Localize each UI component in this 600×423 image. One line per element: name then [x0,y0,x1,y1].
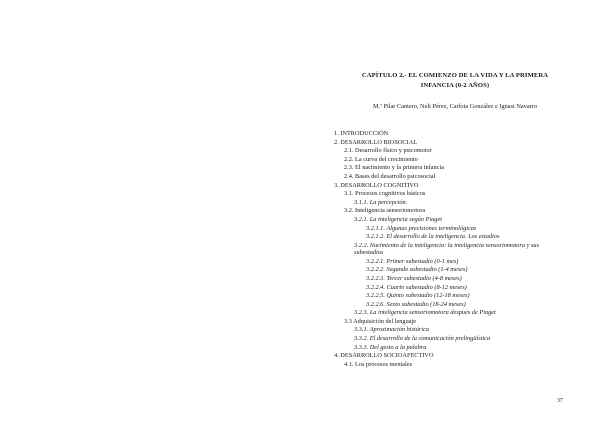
page-number: 37 [557,398,563,404]
authors-line: M.ª Pilar Cantero, Neli Pérez, Carlota González e Ignasi Navarro [373,103,537,110]
toc-entry: 3.3.3. Del gesto a la palabra [354,343,427,351]
toc-entry: 3.2.3. La inteligencia sensoriomotora después de Piaget [354,309,496,317]
toc-entry: 1. INTRODUCCIÓN [334,130,389,137]
chapter-title [335,71,575,90]
toc-entry: 3.2.2.3. Tercer subestadio (4-8 meses) [366,274,462,282]
toc-entry: 3.2.2.5. Quinto subestadio (12-18 meses) [366,292,470,300]
toc-entry: 2.3. El nacimiento y la primera infancia [344,164,445,172]
toc-entry: 3.2.1.2. El desarrollo de la inteligencia. Los estadios [366,233,500,241]
toc-entry: 2.4. Bases del desarrollo psicosocial [344,172,436,180]
toc-entry: 3.2.2.6. Sexto subestadio (18-24 meses) [366,300,466,308]
chapter-title-line-1: CAPÍTULO 2.- EL COMIENZO DE LA VIDA Y LA PRIMERA [361,72,549,79]
toc-entry: 3.1. Procesos cognitivos básicos [344,190,426,198]
toc-entry: 3.2. Inteligencia sensoriomotora [344,207,426,215]
toc-entry: 3.2.2.4. Cuarto subestadio (8-12 meses) [366,283,467,291]
toc-entry: 3.3.2. El desarrollo de la comunicación prelingüística [354,335,491,343]
toc-entry: 4.1. Los procesos mentales [344,360,413,368]
table-of-contents [334,130,569,369]
chapter-title-line-2: INFANCIA (0-2 AÑOS) [420,81,490,89]
toc-entry: 3.2.2. Nacimiento de la inteligencia: la inteligencia sensoriomotora y sus subestadios [354,241,540,257]
toc-entry: 2. DESARROLLO BIOSOCIAL [334,138,418,146]
toc-entry: 2.2. La curva del crecimiento [344,155,418,163]
toc-entry: 3.3 Adquisición del lenguaje [344,317,417,325]
toc-entry: 3.1.1. La percepción. [354,198,408,206]
toc-entry: 3.2.2.2. Segundo subestadio (1-4 meses) [366,266,468,274]
toc-entry: 3.2.2.1. Primer subestadio (0-1 mes) [366,257,459,265]
toc-entry: 3.3.1. Aproximación histórica [354,326,430,334]
toc-entry: 4. DESARROLLO SOCIOAFECTIVO [334,352,434,360]
toc-entry: 2.1. Desarrollo físico y psicomotor [344,147,432,155]
toc-entry: 3.2.1.1. Algunas precisiones terminológicas [366,224,477,232]
toc-entry: 3.2.1. La inteligencia según Piaget [354,215,442,223]
toc-entry: 3. DESARROLLO COGNITIVO [334,181,419,189]
